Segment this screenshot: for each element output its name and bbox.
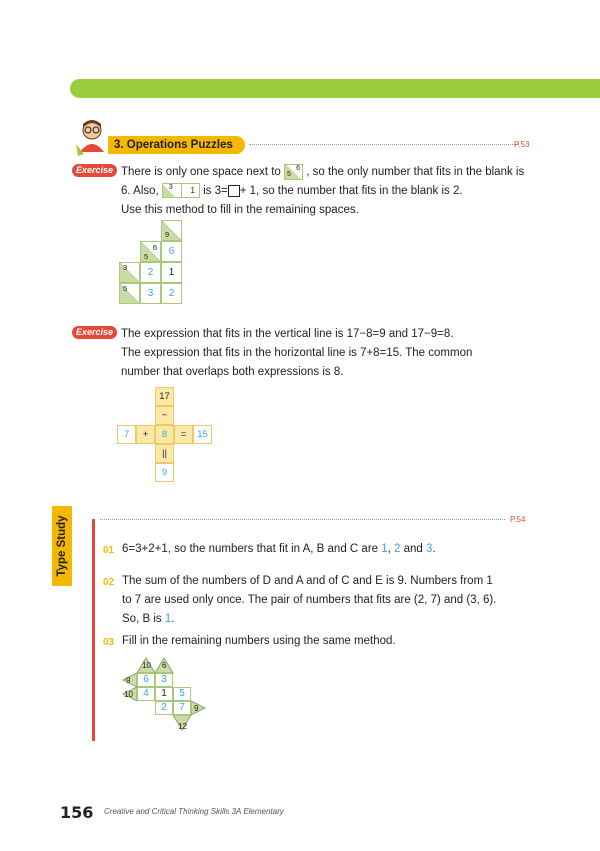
student-mascot-icon: [74, 118, 110, 158]
type-study-label: Type Study: [52, 506, 72, 586]
text: 6=3+2+1, so the numbers that fit in A, B and C are: [122, 543, 382, 555]
q1-text: [122, 540, 522, 559]
puzzle-clue-cell: [119, 262, 140, 283]
page-ref: P.53: [514, 140, 530, 149]
q2-line2: to 7 are used only once. The pair of numbers that fits are (2, 7) and (3, 6).: [122, 594, 497, 606]
exercise-badge: Exercise: [72, 326, 117, 339]
puzzle-cell: 1: [155, 687, 173, 701]
page-ref: P.54: [510, 515, 526, 524]
puzzle-clue-cell: [140, 241, 161, 262]
clue-value: 5: [123, 284, 128, 293]
text: and: [400, 543, 427, 555]
answer: 1: [164, 613, 172, 625]
clue-value: 10: [124, 690, 133, 699]
section-title: 3. Operations Puzzles: [108, 136, 245, 154]
page-number: 156: [60, 803, 94, 822]
cross-cell: 15: [193, 425, 212, 444]
puzzle-clue-cell: [119, 283, 140, 304]
clue-value: 9: [165, 230, 170, 239]
question-number: 01: [103, 545, 115, 556]
q2-line3: [122, 610, 532, 629]
cross-cell: 7: [117, 425, 136, 444]
puzzle-cell: 3: [140, 283, 161, 304]
puzzle-cell: 6: [137, 673, 155, 687]
clue-value: 5: [144, 252, 149, 261]
clue-value: 6: [152, 243, 157, 252]
cross-cell: 9: [155, 463, 174, 482]
question-number: 02: [103, 577, 115, 588]
exercise2-line3: number that overlaps both expressions is 8.: [121, 366, 344, 378]
mini-puzzle-icon: [284, 164, 303, 180]
text: ,: [387, 543, 395, 555]
clue-value: 3: [123, 263, 128, 272]
mini-puzzle-icon: [162, 183, 200, 198]
book-title: Creative and Critical Thinking Skills 3A Elementary: [104, 807, 284, 816]
exercise1-line3: Use this method to fill in the remaining spaces.: [121, 204, 359, 216]
cross-cell: ||: [155, 444, 174, 463]
puzzle-cell: 6: [161, 241, 182, 262]
answer: 1: [381, 543, 388, 555]
q3-text: Fill in the remaining numbers using the same method.: [122, 635, 396, 647]
q2-line1: The sum of the numbers of D and A and of C and E is 9. Numbers from 1: [122, 575, 493, 587]
blank-box-icon: [228, 185, 240, 197]
clue-value: 12: [178, 722, 187, 731]
text: There is only one space next to: [121, 166, 281, 178]
cross-cell: 8: [155, 425, 174, 444]
clue-value: 9: [194, 704, 199, 713]
type-study-bar: [92, 519, 95, 741]
puzzle-cell: 2: [155, 701, 173, 715]
text: .: [432, 543, 436, 555]
exercise1-line2: [121, 182, 531, 201]
top-color-bar: [70, 79, 600, 98]
divider: [100, 519, 505, 520]
cross-cell: =: [174, 425, 193, 444]
clue-value: 6: [162, 661, 167, 670]
puzzle-cell: 5: [173, 687, 191, 701]
divider: [249, 144, 519, 145]
exercise2-line2: The expression that fits in the horizontal line is 7+8=15. The common: [121, 347, 473, 359]
cross-cell: 17: [155, 387, 174, 406]
exercise2-line1: The expression that fits in the vertical line is 17−8=9 and 17−9=8.: [121, 328, 454, 340]
puzzle-cell: 7: [173, 701, 191, 715]
answer: 2: [394, 543, 401, 555]
clue-value: 9: [126, 676, 131, 685]
puzzle-cell: 1: [161, 262, 182, 283]
puzzle-cell: 2: [140, 262, 161, 283]
text: .: [171, 613, 175, 625]
puzzle-cell: 2: [161, 283, 182, 304]
icon-value: 3: [168, 184, 173, 192]
puzzle-cell: 4: [137, 687, 155, 701]
section-header: [74, 118, 574, 158]
question-number: 03: [103, 637, 115, 648]
text: , so the only number that fits in the blank is: [306, 166, 525, 178]
exercise-badge: Exercise: [72, 164, 117, 177]
text: So, B is: [122, 613, 165, 625]
icon-value: 5: [287, 170, 291, 178]
puzzle-cell: 3: [155, 673, 173, 687]
clue-value: 10: [142, 661, 151, 670]
icon-value: 6: [296, 164, 301, 172]
icon-value: 1: [190, 186, 195, 196]
text: is 3=: [203, 185, 228, 197]
puzzle-clue-cell: [161, 220, 182, 241]
cross-cell: −: [155, 406, 174, 425]
exercise1-line1: [121, 163, 531, 182]
text: + 1, so the number that fits in the blank is 2.: [239, 185, 463, 197]
text: 6. Also,: [121, 185, 159, 197]
cross-cell: +: [136, 425, 155, 444]
answer: 3: [426, 543, 433, 555]
